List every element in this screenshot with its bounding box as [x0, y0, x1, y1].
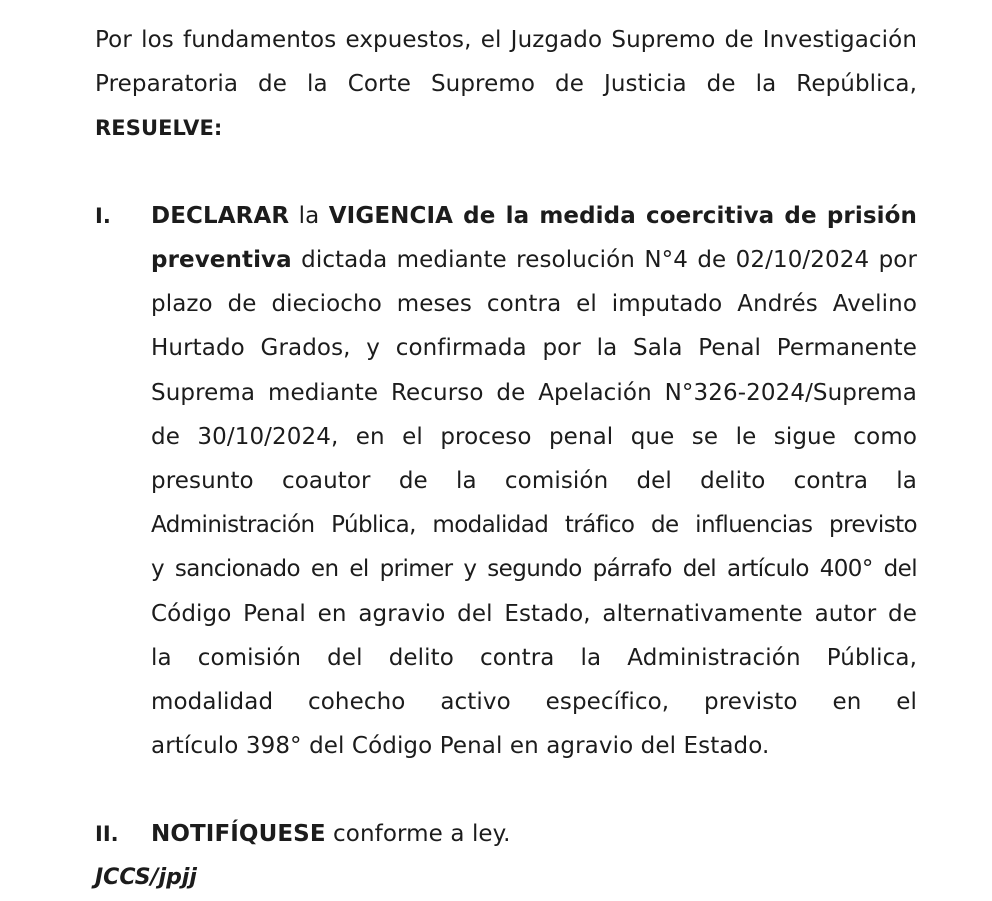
- item-1-line-2: [151, 245, 917, 275]
- item-1-line-8-text: Administración Pública, modalidad tráfico de influencias previsto: [151, 512, 917, 538]
- item-2-line-1: [151, 819, 917, 849]
- item-1-line-6-text: de 30/10/2024, en el proceso penal que se le sigue como: [151, 424, 917, 450]
- item-1-line-9-text: y sancionado en el primer y segundo párrafo del artículo 400° del: [151, 556, 917, 582]
- intro-line-2: [95, 69, 917, 99]
- item-1-line-5: [151, 378, 917, 408]
- item-1-line-5-text: Suprema mediante Recurso de Apelación N°326-2024/Suprema: [151, 380, 917, 406]
- declarar-keyword: DECLARAR: [151, 203, 290, 229]
- intro-line-1: [95, 25, 917, 55]
- item-1-line-1: [151, 201, 917, 231]
- item-1-line-9: [151, 554, 917, 584]
- item-1-line-6: [151, 422, 917, 452]
- item-1-line-13: [151, 731, 917, 761]
- item-1-line-7: [151, 466, 917, 496]
- item-1-line-3: [151, 289, 917, 319]
- intro-text-1: Por los fundamentos expuestos, el Juzgado Supremo de Investigación: [95, 27, 917, 53]
- resuelve-heading: [95, 113, 917, 143]
- intro-text-2: Preparatoria de la Corte Supremo de Justicia de la República,: [95, 71, 917, 97]
- vigencia-keyword: VIGENCIA de la medida coercitiva de prisión: [328, 203, 917, 229]
- preventiva-keyword: preventiva: [151, 247, 292, 273]
- item-1-line-10-text: Código Penal en agravio del Estado, alternativamente autor de: [151, 601, 917, 627]
- item-1-line-11-text: la comisión del delito contra la Administración Pública,: [151, 645, 917, 671]
- notifiquese-keyword: NOTIFÍQUESE: [151, 821, 326, 847]
- item-2-line-1-text: conforme a ley.: [325, 821, 511, 847]
- item-1-line-11: [151, 643, 917, 673]
- item-number-2: II.: [95, 822, 119, 846]
- item-1-line-12-text: modalidad cohecho activo específico, previsto en el: [151, 689, 917, 715]
- item-1-line-3-text: plazo de dieciocho meses contra el imputado Andrés Avelino: [151, 291, 917, 317]
- item-1-line-8: [151, 510, 917, 540]
- item-1-line-2-text: dictada mediante resolución N°4 de 02/10/2024 por: [301, 247, 917, 273]
- item-1-line-4: [151, 333, 917, 363]
- item-1-line-10: [151, 599, 917, 629]
- signature-initials: JCCS/jpjj: [95, 865, 197, 890]
- item-1-line-12: [151, 687, 917, 717]
- item-1-line-13-text: artículo 398° del Código Penal en agravio del Estado.: [151, 733, 770, 759]
- item-1-line-7-text: presunto coautor de la comisión del delito contra la: [151, 468, 917, 494]
- resuelve-text: RESUELVE:: [95, 116, 223, 140]
- item-number-1: I.: [95, 204, 111, 228]
- item-1-line-4-text: Hurtado Grados, y confirmada por la Sala Penal Permanente: [151, 335, 917, 361]
- item-1-line-1-text: la: [289, 203, 329, 229]
